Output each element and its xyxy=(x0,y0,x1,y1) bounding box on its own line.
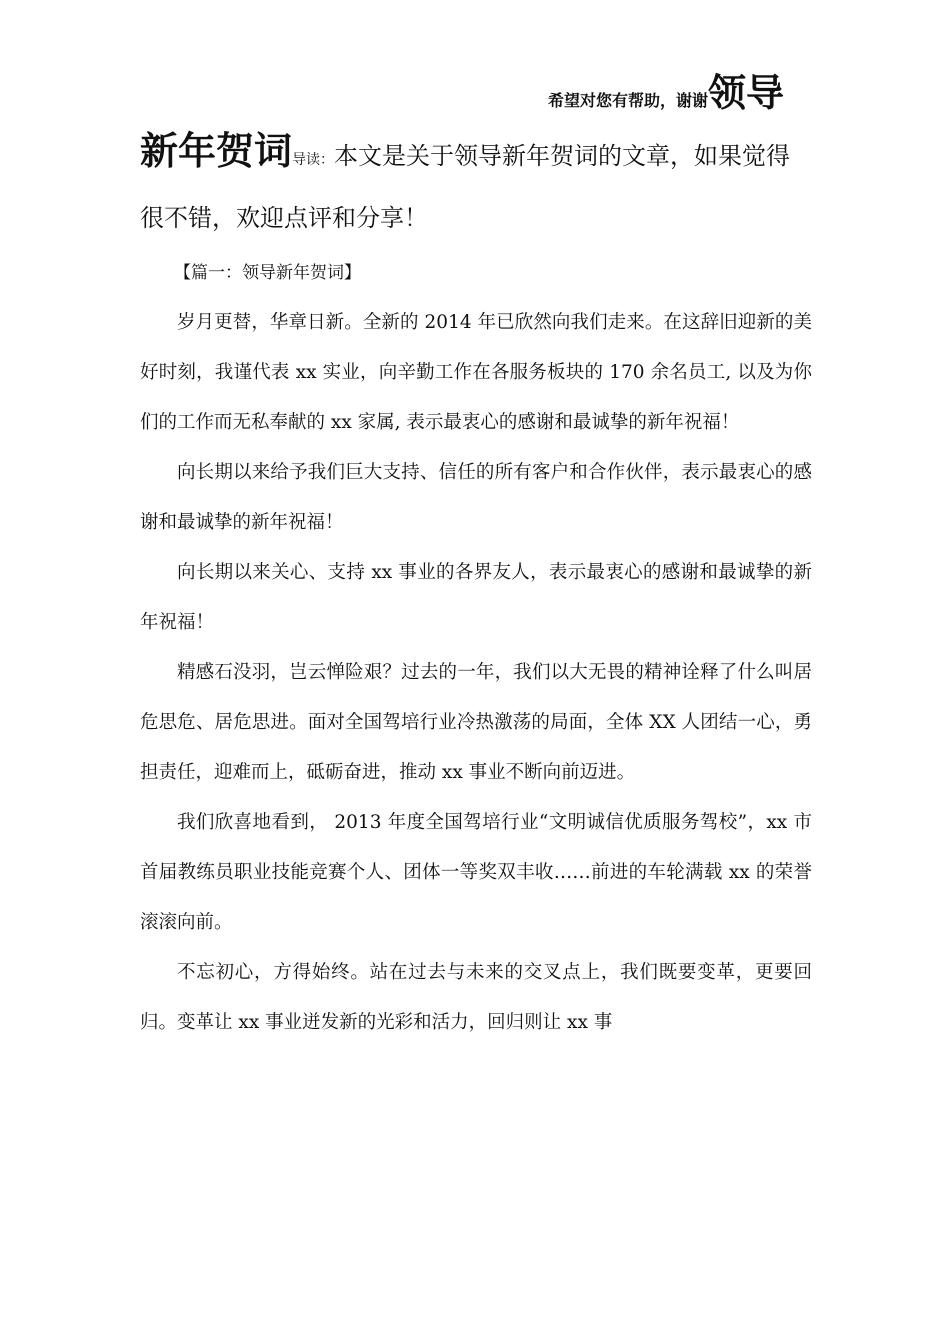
title-part-2: 新年贺词 xyxy=(140,129,293,173)
intro-text: 本文是关于领导新年贺词的文章，如果觉得很不错，欢迎点评和分享！ xyxy=(140,142,791,232)
title-block xyxy=(140,120,810,249)
paragraph: 岁月更替，华章日新。全新的 2014 年已欣然向我们走来。在这辞旧迎新的美好时刻，我谨代表 xx 实业，向辛勤工作在各服务板块的 170 余名员工, 以及为你们的工作而无私奉献的 xx 家属, 表示最衷心的感谢和最诚挚的新年祝福！ xyxy=(140,312,812,433)
document-body xyxy=(140,248,812,1048)
section-title: 【篇一：领导新年贺词】 xyxy=(174,263,361,283)
header-line xyxy=(0,62,784,117)
paragraph: 向长期以来关心、支持 xx 事业的各界友人，表示最衷心的感谢和最诚挚的新年祝福！ xyxy=(140,562,812,633)
paragraph: 向长期以来给予我们巨大支持、信任的所有客户和合作伙伴，表示最衷心的感谢和最诚挚的新年祝福！ xyxy=(140,462,812,533)
paragraph: 精感石没羽，岂云惮险艰？过去的一年，我们以大无畏的精神诠释了什么叫居危思危、居危思进。面对全国驾培行业冷热激荡的局面，全体 XX 人团结一心，勇担责任，迎难而上，砥砺奋进，推动 xx 事业不断向前迈进。 xyxy=(140,662,812,783)
paragraph: 不忘初心，方得始终。站在过去与未来的交叉点上，我们既要变革，更要回归。变革让 xx 事业迸发新的光彩和活力，回归则让 xx 事 xyxy=(140,962,812,1033)
header-note: 希望对您有帮助，谢谢 xyxy=(547,91,708,110)
title-part-1: 领导 xyxy=(707,71,784,115)
intro-label: 导读： xyxy=(292,152,335,168)
paragraph: 我们欣喜地看到， 2013 年度全国驾培行业“文明诚信优质服务驾校”，xx 市首届教练员职业技能竞赛个人、团体一等奖双丰收……前进的车轮满载 xx 的荣誉滚滚向前。 xyxy=(140,812,812,933)
